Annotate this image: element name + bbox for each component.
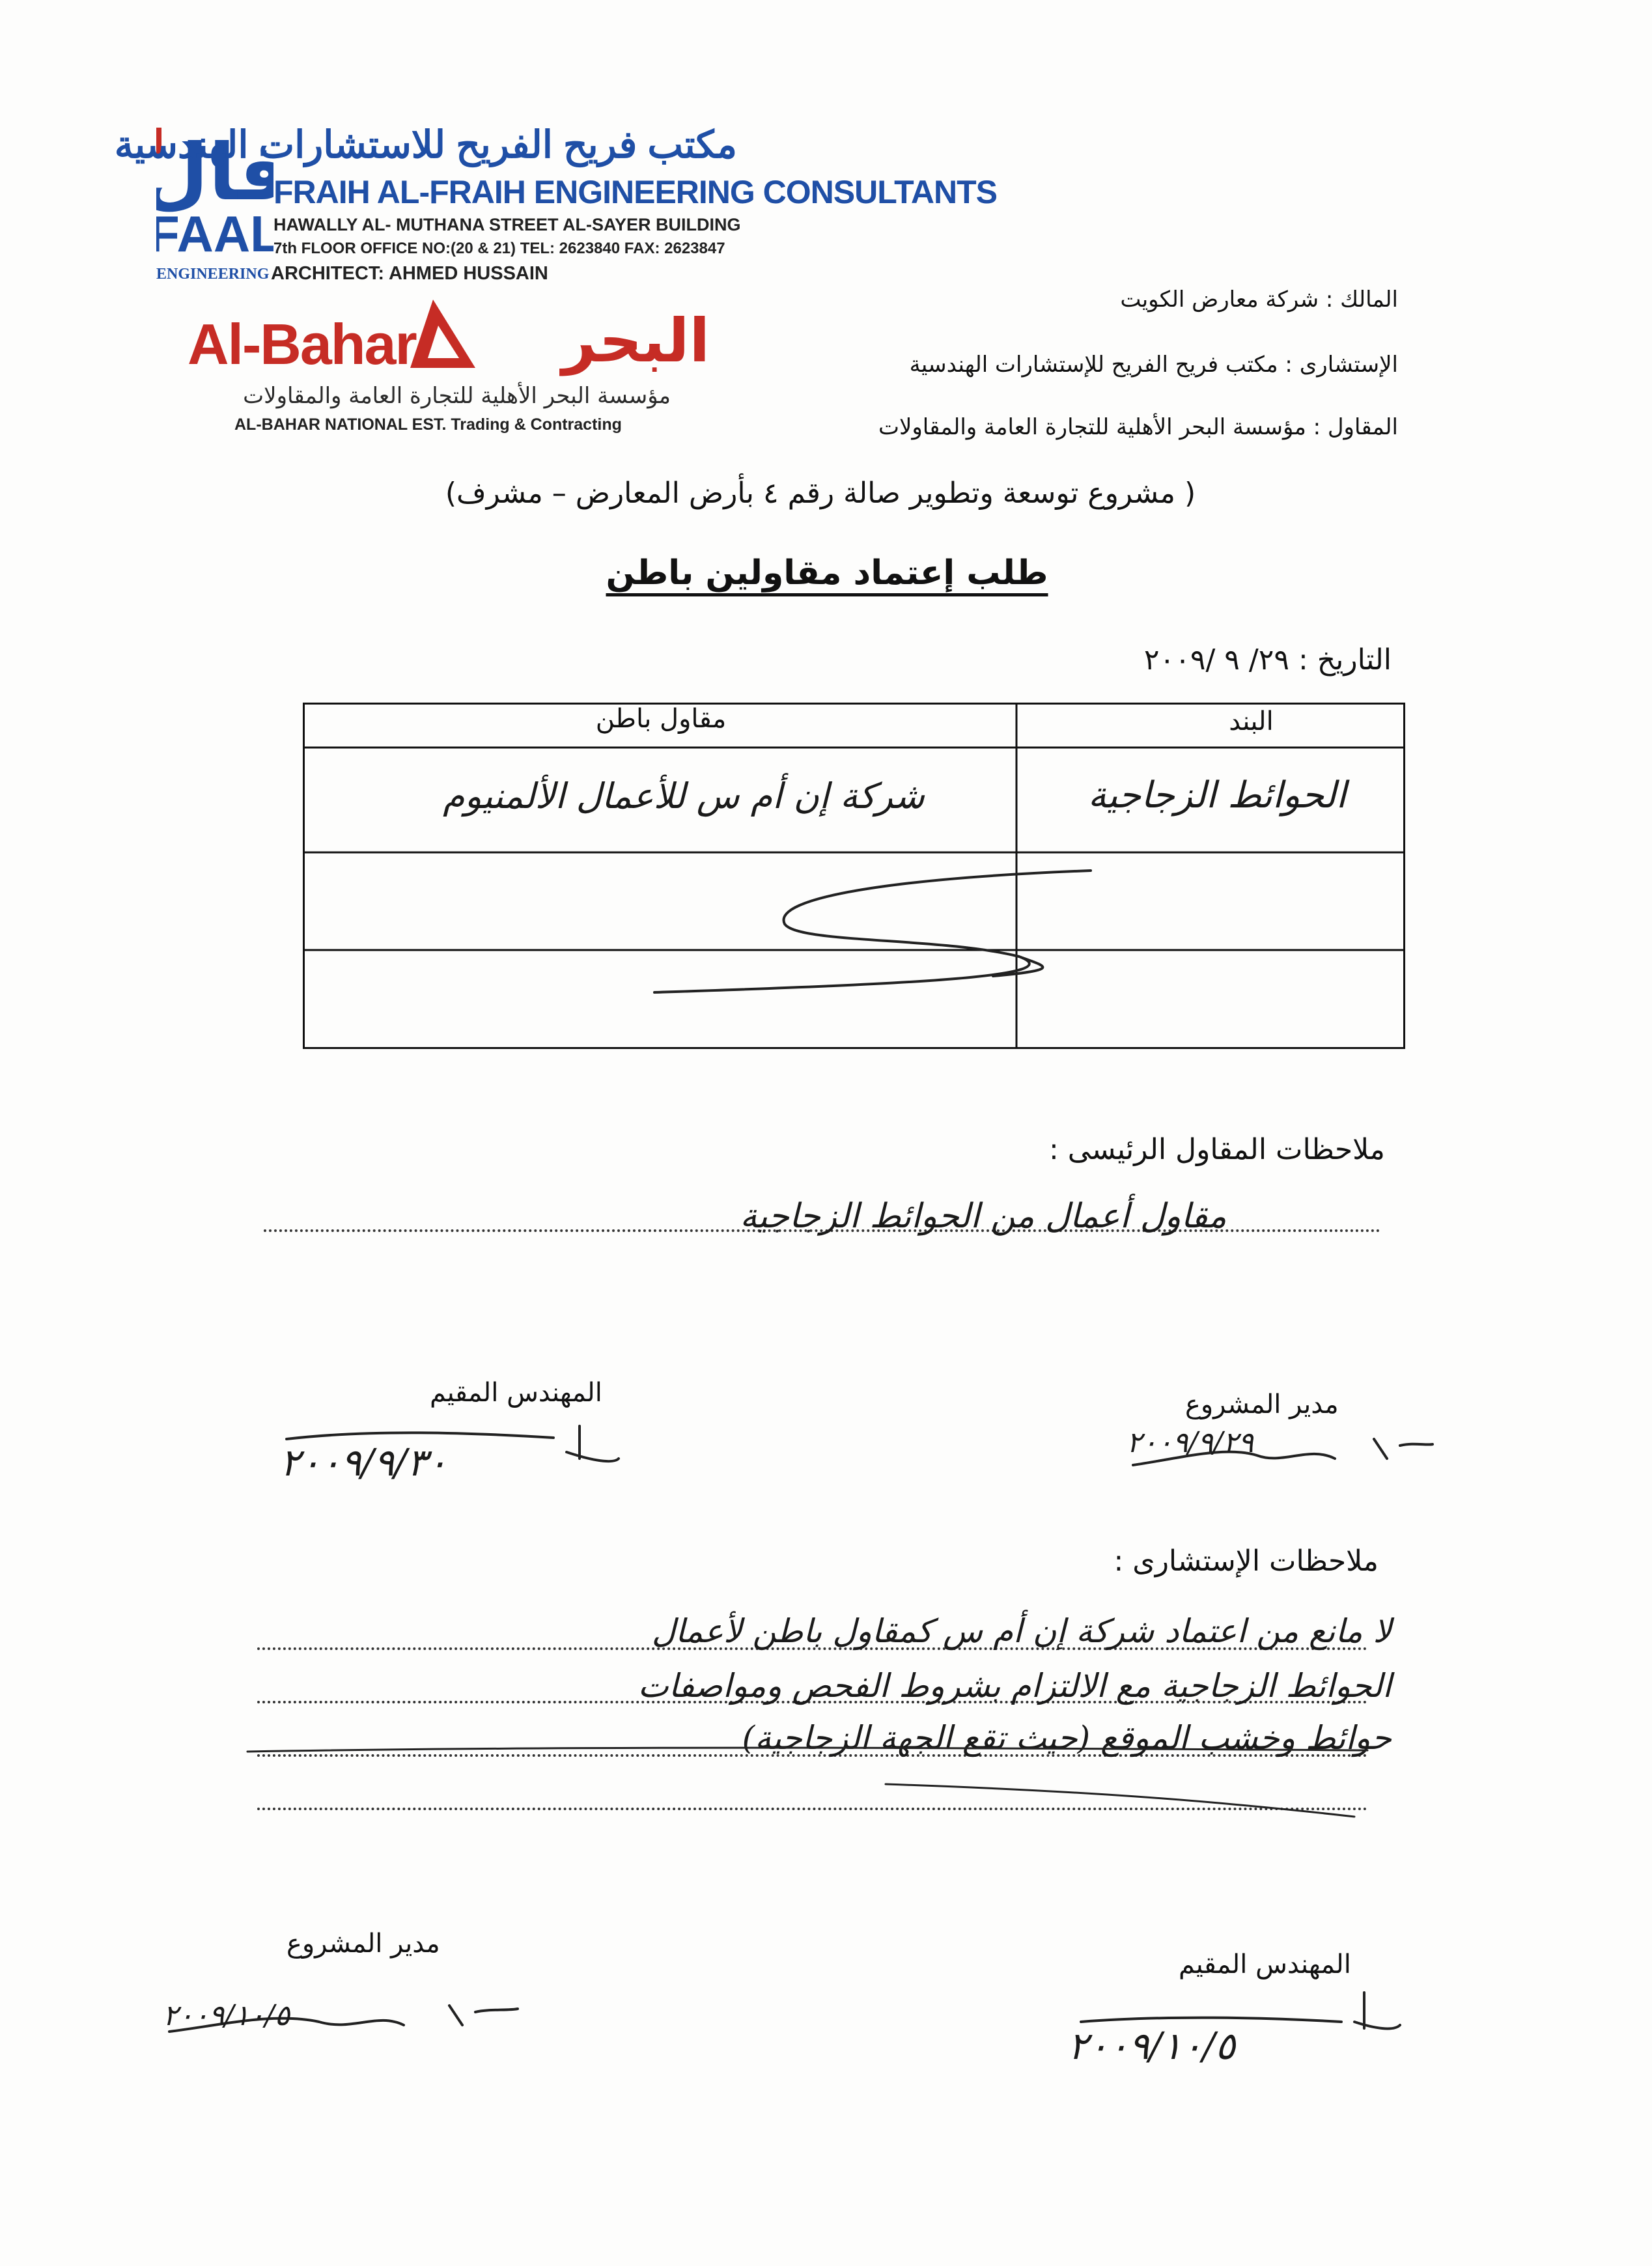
contractor-line: المقاول : مؤسسة البحر الأهلية للتجارة العامة والمقاولات bbox=[878, 414, 1398, 440]
resident-engineer-date-2: ٢٠٠٩/١٠/٥ bbox=[1068, 2024, 1236, 2068]
project-manager-date-2: ٢٠٠٩/١٠/٥ bbox=[163, 1999, 290, 2032]
table-row-item: الحوائط الزجاجية bbox=[1087, 774, 1347, 817]
consultant-line: الإستشارى : مكتب فريح الفريح للإستشارات الهندسية bbox=[909, 352, 1398, 378]
main-contractor-notes-label: ملاحظات المقاول الرئيسى : bbox=[1048, 1133, 1385, 1166]
cancel-scribble bbox=[654, 871, 1091, 992]
resident-engineer-label: المهندس المقيم bbox=[430, 1378, 602, 1408]
consultant-note-line-3: حوائط وخشب الموقع (حيث تقع الجهة الزجاجية) bbox=[742, 1719, 1392, 1757]
resident-engineer-date: ٢٠٠٩/٩/٣٠ bbox=[280, 1440, 448, 1485]
faal-logo-arabic: ال bbox=[156, 128, 238, 218]
owner-line: المالك : شركة معارض الكويت bbox=[1120, 287, 1398, 313]
albahar-arabic-subtitle: مؤسسة البحر الأهلية للتجارة العامة والمقاولات bbox=[243, 383, 671, 409]
albahar-english-subtitle: AL-BAHAR NATIONAL EST. Trading & Contracting bbox=[234, 415, 622, 434]
faal-logo-word: FAAL bbox=[156, 205, 273, 262]
consultant-note-line-1: لا مانع من اعتماد شركة إن أم س كمقاول باطن لأعمال bbox=[651, 1612, 1392, 1650]
firm-arabic-name: مكتب فريح الفريح للاستشارات الهندسية bbox=[114, 124, 737, 166]
resident-engineer-label-2: المهندس المقيم bbox=[1179, 1950, 1351, 1979]
main-contractor-notes-value: مقاول أعمال من الحوائط الزجاجية bbox=[740, 1197, 1227, 1236]
firm-architect: ARCHITECT: AHMED HUSSAIN bbox=[271, 263, 548, 284]
column-header-subcontractor: مقاول باطن bbox=[595, 704, 727, 734]
subcontractor-table bbox=[303, 703, 1405, 1049]
albahar-logo-english: Al-Bahar bbox=[188, 312, 416, 376]
firm-address: HAWALLY AL- MUTHANA STREET AL-SAYER BUILDING bbox=[273, 215, 741, 234]
firm-office-contact: 7th FLOOR OFFICE NO:(20 & 21) TEL: 2623840 FAX: 2623847 bbox=[273, 240, 725, 257]
project-title: ( مشروع توسعة وتطوير صالة رقم ٤ بأرض المعارض – مشرف) bbox=[445, 477, 1196, 510]
consultant-notes-label: ملاحظات الإستشارى : bbox=[1113, 1545, 1379, 1578]
column-header-item: البند bbox=[1229, 706, 1274, 736]
albahar-triangle-icon bbox=[407, 296, 479, 371]
form-title: طلب إعتماد مقاولين باطن bbox=[606, 553, 1048, 593]
albahar-logo-arabic: البحر bbox=[561, 306, 710, 376]
firm-english-name: FRAIH AL-FRAIH ENGINEERING CONSULTANTS bbox=[273, 174, 998, 210]
firm-engineering-tag: ENGINEERING bbox=[156, 266, 270, 283]
table-row-subcontractor: شركة إن أم س للأعمال الألمنيوم bbox=[443, 776, 925, 817]
consultant-notes-strike bbox=[234, 1719, 1380, 1823]
project-manager-date: ٢٠٠٩/٩/٢٩ bbox=[1127, 1426, 1254, 1459]
consultant-note-line-2: الحوائط الزجاجية مع الالتزام بشروط الفحص ومواصفات bbox=[637, 1667, 1392, 1705]
date-line: التاريخ : ٢٩/ ٩ /٢٠٠٩ bbox=[1143, 643, 1392, 677]
project-manager-label-2: مدير المشروع bbox=[287, 1929, 440, 1959]
project-manager-label: مدير المشروع bbox=[1185, 1390, 1339, 1420]
